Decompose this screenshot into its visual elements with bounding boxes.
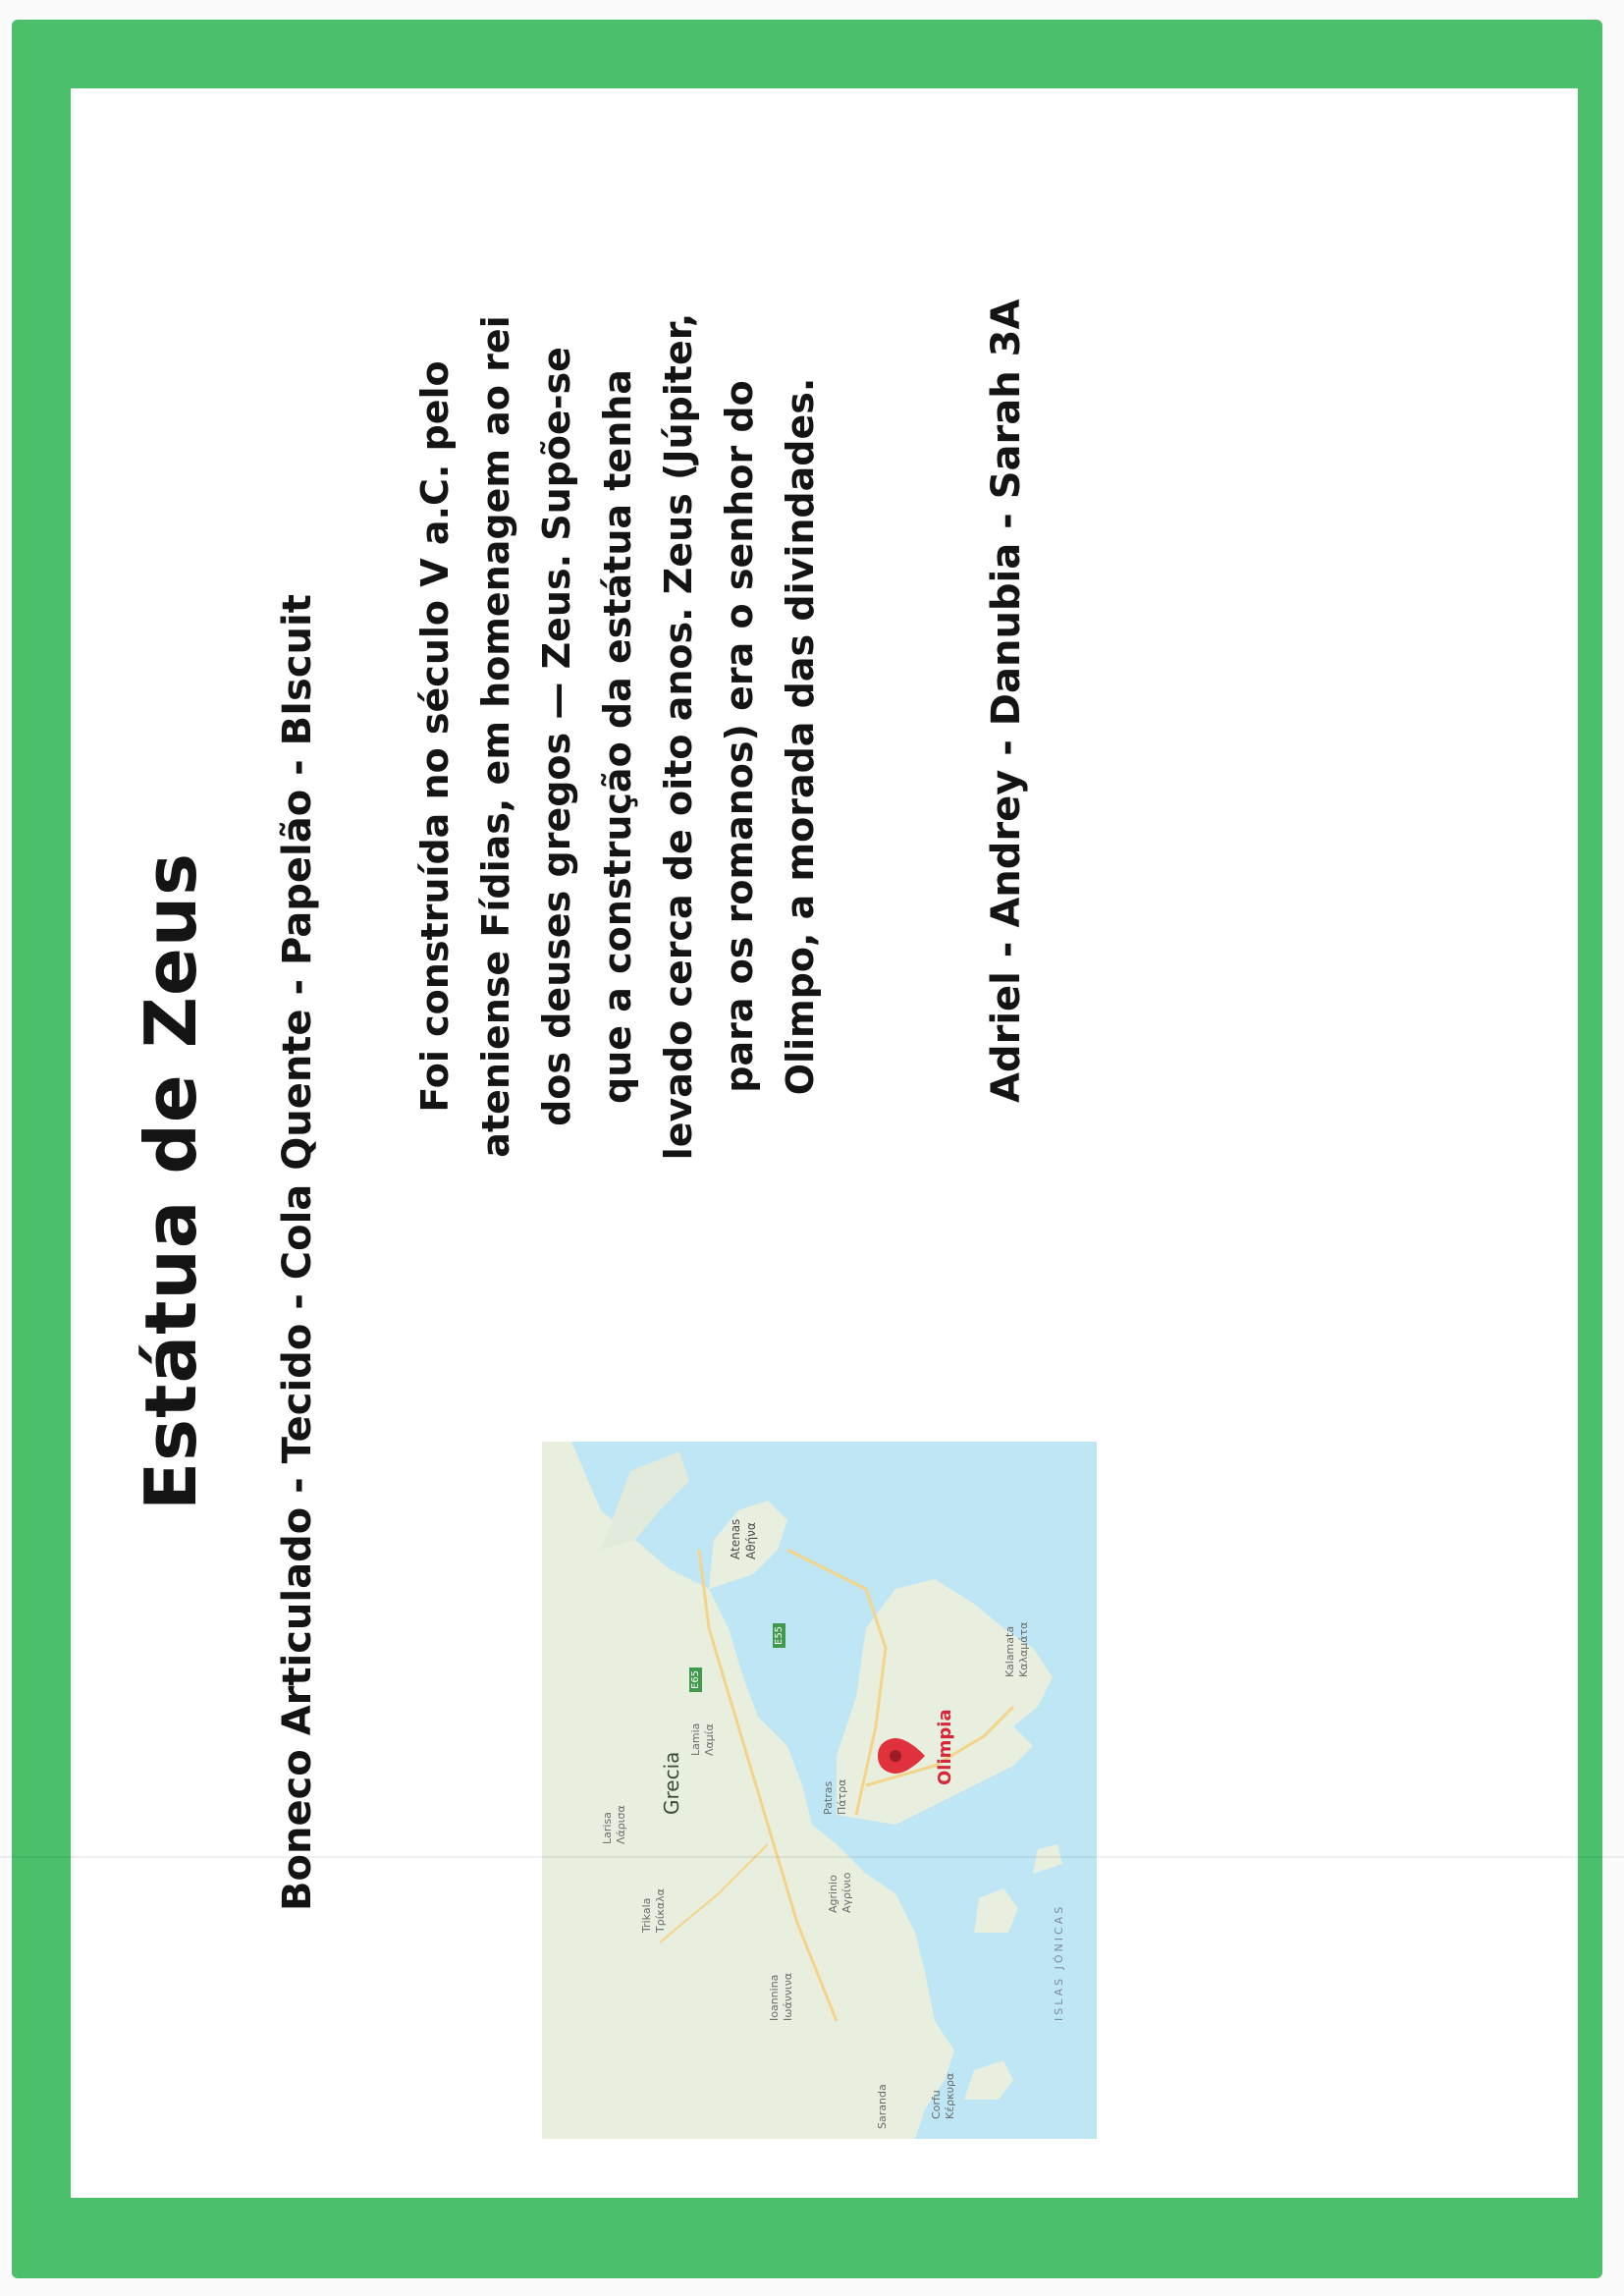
map-place-ioannina: Ioannina <box>768 1974 781 2021</box>
map-graphic <box>542 1442 1097 2139</box>
map-place-patras-greek: Πάτρα <box>836 1778 848 1815</box>
corfu-island <box>964 2060 1013 2100</box>
map-place-corfu: Corfu <box>930 2090 943 2119</box>
map-place-trikala: Trikala <box>640 1897 653 1933</box>
map-place-saranda: Saranda <box>876 2084 889 2129</box>
map-place-lamia: Lamia <box>689 1722 702 1756</box>
map-place-atenas: Atenas <box>729 1518 742 1559</box>
road-badge-e55: E55 <box>773 1623 785 1648</box>
map-place-kalamata: Kalamata <box>1003 1625 1016 1677</box>
map-place-ioannina-greek: Ιωάννινα <box>782 1972 794 2021</box>
map-place-agrinio: Agrinio <box>827 1875 839 1913</box>
road-badge-e65: E65 <box>689 1667 702 1692</box>
greece-map <box>542 1442 1097 2139</box>
map-place-kalamata-greek: Καλαμάτα <box>1017 1621 1030 1677</box>
peloponnese <box>837 1579 1053 1825</box>
map-place-ionian-islands: ISLAS JÓNICAS <box>1053 1903 1065 2021</box>
authors-line: Adriel - Andrey - Danubia - Sarah 3A <box>984 299 1029 1103</box>
kefalonia-island <box>974 1888 1018 1933</box>
rotated-content <box>71 88 1578 2198</box>
map-place-corfu-greek: Κέρκυρα <box>944 2072 956 2119</box>
map-place-agrinio-greek: Αγρίνιο <box>840 1872 853 1913</box>
map-marker-label: Olimpia <box>935 1709 955 1785</box>
euboea <box>601 1451 689 1550</box>
description-paragraph: Foi construída no século V a.C. pelo ateniense Fídias, em homenagem ao rei dos deuses gregos — Zeus. Supõe-se que a construção da estátua tenha levado cerca de oito anos. Zeus (Júpiter, para os romanos) era o senhor do Olimpo, a morada das divindades. <box>413 312 822 1161</box>
map-country-label: Grecia <box>660 1751 683 1815</box>
map-place-larisa: Larisa <box>601 1812 614 1844</box>
map-place-trikala-greek: Τρίκαλα <box>654 1888 667 1933</box>
zakynthos-island <box>1033 1844 1062 1874</box>
poster-title: Estátua de Zeus <box>130 852 212 1510</box>
materials-line: Boneco Articulado - Tecido - Cola Quente - Papelão - BIscuit <box>275 594 320 1911</box>
map-place-larisa-greek: Λάρισα <box>615 1805 627 1844</box>
map-place-lamia-greek: Λαμία <box>703 1723 716 1756</box>
map-place-atenas-greek: Αθήνα <box>744 1522 758 1559</box>
paper-crease <box>0 1856 1624 1858</box>
map-place-patras: Patras <box>822 1780 835 1815</box>
